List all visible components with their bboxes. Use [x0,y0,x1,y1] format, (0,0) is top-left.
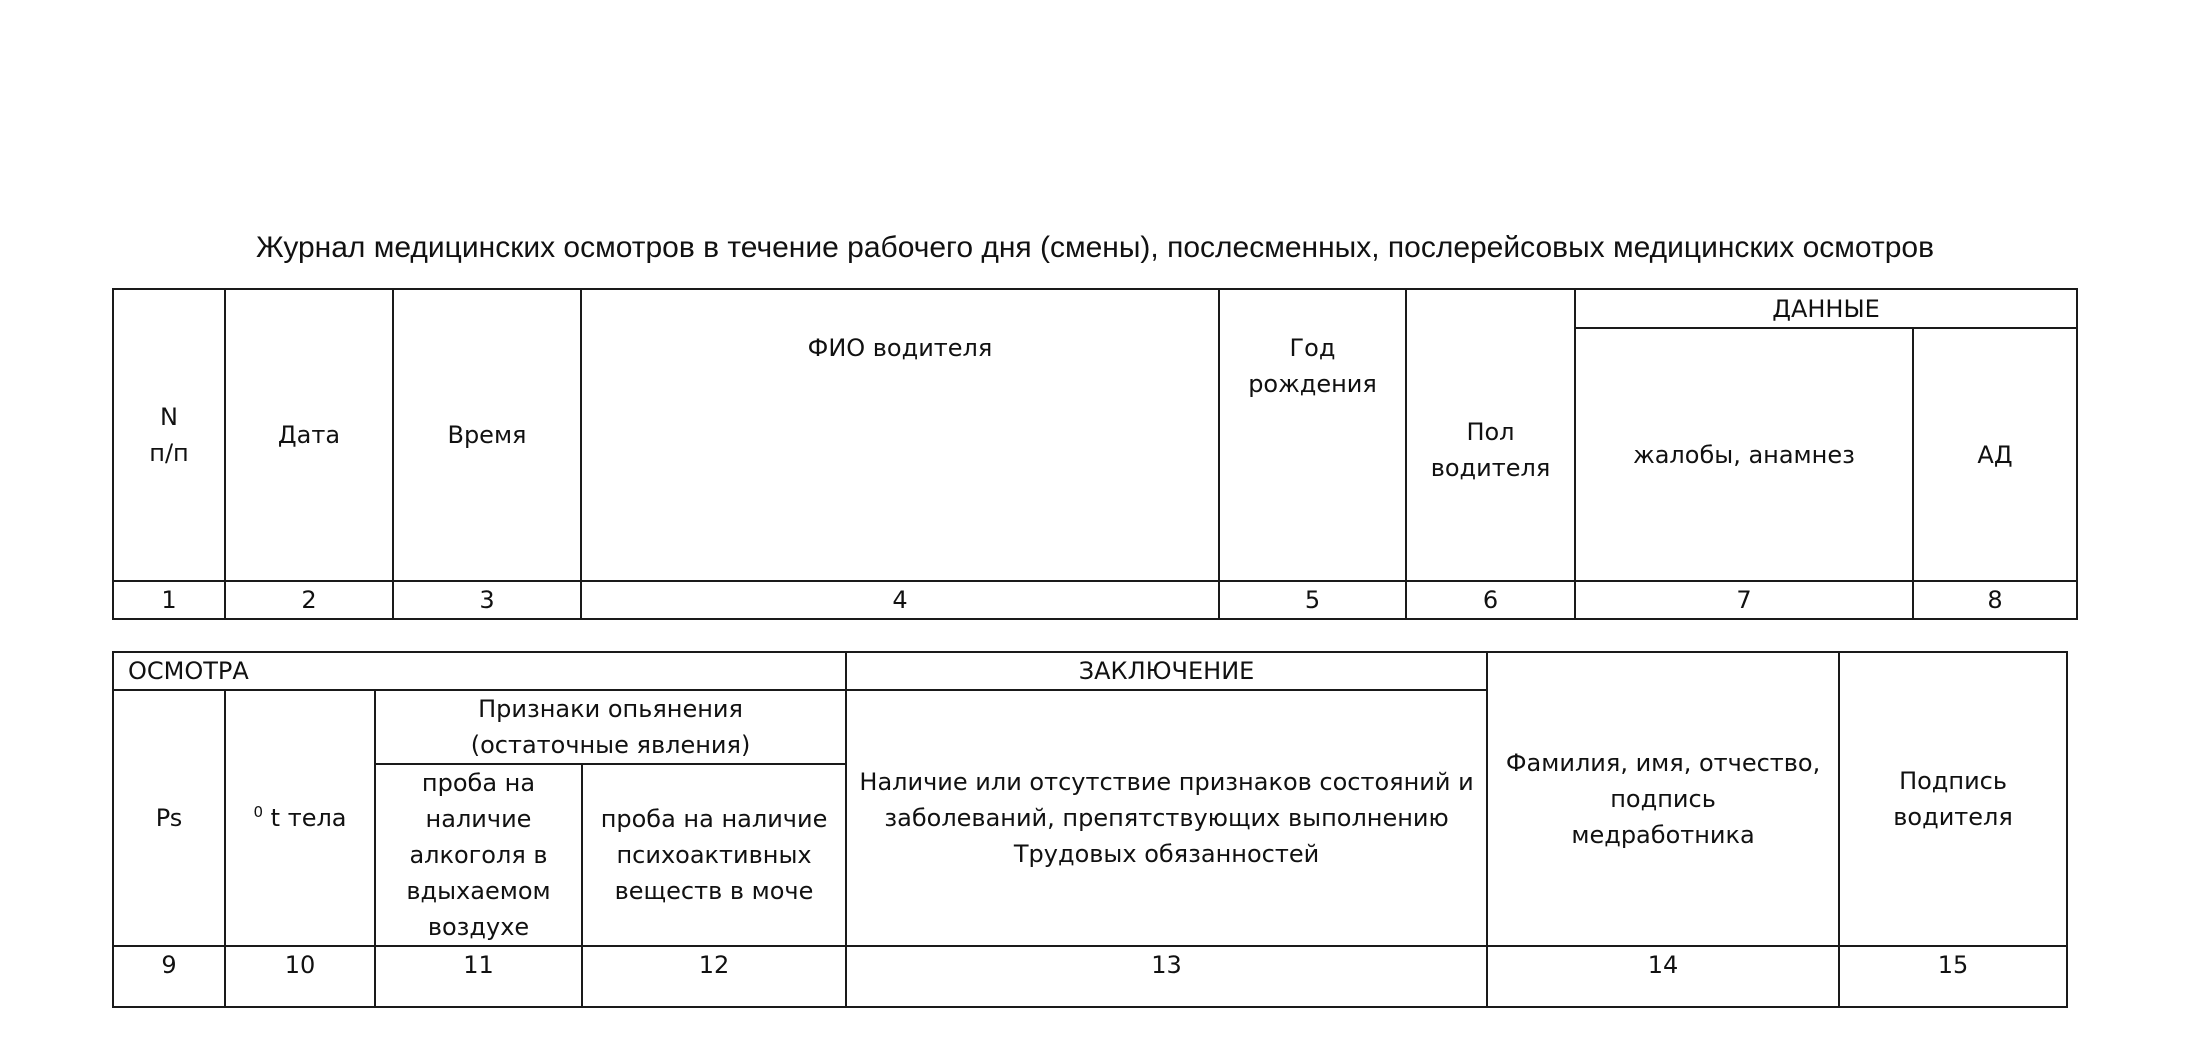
column-number: 5 [1219,581,1406,619]
temp-degree-sup: 0 [253,803,264,821]
column-number: 3 [393,581,581,619]
header-medic-name: Фамилия, имя, отчество, подпись медработника [1487,652,1839,946]
exam-journal-table-bottom [112,651,2068,1008]
header-complaints: жалобы, анамнез [1575,328,1913,581]
column-number: 10 [225,946,375,1007]
header-driver-name: ФИО водителя [581,289,1219,581]
page-title: Журнал медицинских осмотров в течение рабочего дня (смены), послесменных, послерейсовых медицинских осмотров [255,231,1935,264]
column-number: 13 [846,946,1487,1007]
header-driver-sex: Пол водителя [1406,289,1575,581]
temp-label: t тела [270,804,347,832]
column-number: 7 [1575,581,1913,619]
column-number: 1 [113,581,225,619]
header-number: N п/п [113,289,225,581]
column-number: 15 [1839,946,2067,1007]
header-pulse: Ps [113,690,225,946]
header-intoxication-group: Признаки опьянения (остаточные явления) [375,690,846,764]
header-body-temp [225,690,375,946]
header-driver-signature: Подпись водителя [1839,652,2067,946]
column-number: 14 [1487,946,1839,1007]
header-exam-group: ОСМОТРА [113,652,846,690]
column-number: 4 [581,581,1219,619]
header-data-group: ДАННЫЕ [1575,289,2077,328]
header-alcohol-test: проба на наличие алкоголя в вдыхаемом воздухе [375,764,582,946]
column-number: 6 [1406,581,1575,619]
column-number: 8 [1913,581,2077,619]
header-blood-pressure: АД [1913,328,2077,581]
exam-journal-table-top [112,288,2078,620]
column-number: 9 [113,946,225,1007]
column-number: 2 [225,581,393,619]
column-number-row [113,946,2067,1007]
header-time: Время [393,289,581,581]
column-number: 11 [375,946,582,1007]
header-drug-test: проба на наличие психоактивных веществ в моче [582,764,846,946]
header-conclusion: Наличие или отсутствие признаков состояний и заболеваний, препятствующих выполнению Трудовых обязанностей [846,690,1487,946]
column-number: 12 [582,946,846,1007]
header-row-group [113,652,2067,690]
header-conclusion-group: ЗАКЛЮЧЕНИЕ [846,652,1487,690]
column-number-row [113,581,2077,619]
header-birth-year: Год рождения [1219,289,1406,581]
header-row-group [113,289,2077,328]
header-date: Дата [225,289,393,581]
